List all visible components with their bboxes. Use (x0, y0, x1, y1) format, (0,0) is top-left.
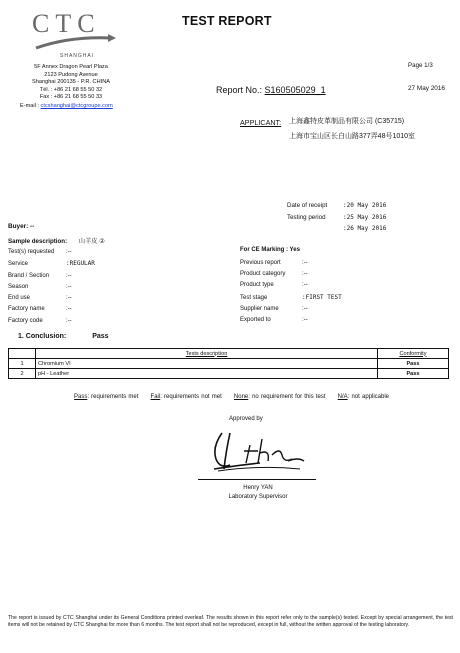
email-link[interactable]: ctcshanghai@ctcgroupe.com (40, 103, 113, 109)
buyer-label: Buyer: (8, 223, 29, 230)
field-label: Factory name (8, 306, 45, 313)
signature-image (200, 425, 308, 477)
field-label: Service (8, 261, 29, 268)
page-number: Page 1/3 (408, 62, 433, 69)
header-conformity: Conformity (378, 349, 449, 359)
field-row (240, 292, 342, 304)
period-end: :26 May 2016 (343, 225, 387, 232)
applicant-address: 上海市宝山区长白山路377弄48号1010室 (289, 133, 416, 140)
applicant-name: 上海鑫特皮革制品有限公司 (C35715) (289, 118, 405, 125)
row-conformity: Pass (378, 369, 449, 379)
conclusion-label: 1. Conclusion: (18, 333, 67, 340)
field-label: Product type (240, 282, 274, 289)
field-row (8, 258, 95, 270)
field-value: :-- (66, 283, 72, 290)
legend-text: : no requirement for this test (248, 394, 326, 400)
legend-item (74, 394, 138, 400)
period-start: :25 May 2016 (343, 213, 387, 221)
legend-text: : not applicable (347, 394, 390, 400)
field-label: Exported to (240, 317, 271, 324)
field-row (240, 280, 342, 291)
legend-text: : requirements not met (160, 394, 222, 400)
dates-block (287, 200, 386, 235)
buyer-value: -- (30, 223, 35, 230)
field-label: Supplier name (240, 305, 279, 312)
table-row (9, 369, 449, 379)
tests-table (8, 348, 449, 379)
field-label: End use (8, 295, 31, 302)
conclusion (18, 333, 109, 340)
field-value: :-- (302, 282, 308, 289)
lab-email (20, 103, 113, 109)
legend-item (234, 394, 326, 400)
field-row (8, 316, 95, 327)
field-row (8, 271, 95, 282)
table-header-row (9, 349, 449, 359)
address-line: Fax : +86 21 68 55 50 33 (39, 94, 103, 101)
field-value: :REGULAR (66, 260, 95, 268)
row-description: Chromium VI (36, 359, 378, 369)
logo-swoosh (36, 38, 112, 48)
legend-key: Pass (74, 394, 88, 400)
header-description: Tests description (36, 349, 378, 359)
lab-address (0, 64, 142, 102)
sample-label: Sample description: (8, 238, 68, 245)
logo-text: CTC (32, 9, 101, 38)
field-row (240, 315, 342, 326)
address-line: Tél. : +86 21 68 55 50 32 (39, 86, 103, 93)
signature-line (198, 479, 316, 480)
result-legend (74, 394, 399, 400)
receipt-label: Date of receipt (287, 202, 328, 209)
field-value: :FIRST TEST (302, 293, 342, 301)
field-value: :-- (302, 271, 308, 278)
field-value: :-- (302, 260, 308, 266)
field-value: :-- (66, 249, 72, 255)
field-row (240, 304, 342, 315)
field-row (240, 269, 342, 280)
email-label: E-mail : (20, 103, 39, 109)
address-line: 5F Annex Dragon Pearl Plaza (34, 64, 108, 70)
field-row (8, 304, 95, 315)
sample-value: 山羊皮 ② (78, 238, 105, 245)
row-number: 2 (9, 369, 36, 379)
field-row (8, 247, 95, 258)
field-value: :-- (66, 295, 72, 302)
field-value: :-- (66, 272, 72, 279)
row-conformity: Pass (378, 359, 449, 369)
legend-key: None (233, 394, 249, 400)
report-number-value: S160505029_1 (264, 85, 326, 95)
field-label: Factory code (8, 317, 43, 324)
table-row (9, 359, 449, 369)
logo-subtitle: SHANGHAI (60, 53, 95, 59)
legend-item (338, 394, 389, 400)
legend-item (151, 394, 222, 400)
conclusion-result: Pass (92, 333, 109, 340)
receipt-date: :20 May 2016 (343, 202, 387, 209)
field-value: :-- (66, 317, 72, 324)
field-row (240, 258, 342, 269)
period-label: Testing period (287, 213, 326, 221)
right-fields (240, 258, 342, 326)
field-label: Test stage (240, 294, 268, 301)
legend-text: : requirements met (87, 394, 139, 400)
sample-description (8, 236, 105, 245)
header-number (9, 349, 36, 359)
field-value: :-- (302, 317, 308, 324)
row-number: 1 (9, 359, 36, 369)
report-title: TEST REPORT (182, 14, 272, 28)
field-label: Season (8, 283, 29, 290)
field-value: :-- (66, 306, 72, 313)
approved-by-label: Approved by (229, 416, 263, 422)
row-description: pH - Leather (36, 369, 378, 379)
address-line: 2123 Pudong Avenue (44, 71, 98, 78)
ce-marking: For CE Marking : Yes (240, 247, 300, 253)
report-number-label: Report No.: (216, 85, 263, 95)
report-date: 27 May 2016 (408, 85, 445, 92)
field-value: :-- (302, 305, 308, 312)
applicant-label: APPLICANT: (240, 118, 282, 127)
legend-key: N/A (337, 394, 348, 400)
report-number (216, 85, 326, 95)
left-fields (8, 247, 95, 327)
field-label: Product category (240, 271, 286, 278)
logo-arrow (108, 34, 116, 42)
footer-disclaimer: The report is issued by CTC Shanghai under its General Conditions printed overleaf. The results shown in this report refer only to the sample(s) tested. Except by special arrangement, the test items will not be retained by CTC Shanghai for more than 6 months. The test report shall not be reproduced, except in full, without the written approval of the testing laboratory. (8, 615, 453, 628)
field-label: Previous report (240, 260, 281, 266)
address-line: Shanghai 200135 - P.R. CHINA (32, 79, 110, 86)
signatory-role: Laboratory Supervisor (228, 494, 288, 500)
buyer (8, 223, 34, 230)
field-label: Test(s) requested (8, 249, 55, 255)
legend-key: Fail (150, 394, 161, 400)
signatory (200, 484, 316, 502)
field-row (8, 293, 95, 304)
field-label: Brand / Section (8, 272, 50, 279)
signatory-name: Henry YAN (243, 485, 273, 491)
field-row (8, 282, 95, 293)
